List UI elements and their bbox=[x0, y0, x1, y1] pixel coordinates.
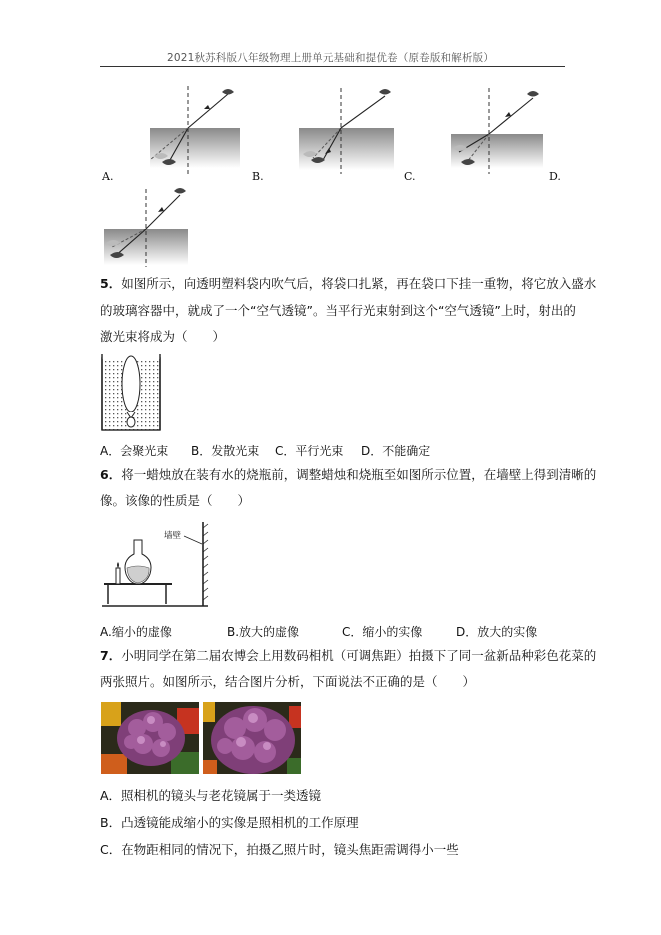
header-rule bbox=[100, 66, 565, 67]
q4-figure-d bbox=[100, 185, 190, 270]
q4-label-b: B. bbox=[252, 170, 264, 183]
q7-photo-a bbox=[101, 702, 199, 774]
q6-figure-candle-flask bbox=[100, 520, 212, 608]
q5-option-c: C．平行光束 bbox=[275, 444, 344, 458]
q5-line-2: 的玻璃容器中，就成了一个“空气透镜”。当平行光束射到这个“空气透镜”上时，射出的 bbox=[100, 303, 576, 318]
q7-option-a: A．照相机的镜头与老花镜属于一类透镜 bbox=[100, 788, 322, 803]
q6-number: 6． bbox=[100, 467, 122, 482]
q6-line-2: 像。该像的性质是（ ） bbox=[100, 493, 251, 508]
q4-label-a: A. bbox=[102, 170, 114, 183]
q5-line-3: 激光束将成为（ ） bbox=[100, 329, 226, 344]
q6-option-c: C．缩小的实像 bbox=[342, 625, 423, 639]
q5-option-a: A．会聚光束 bbox=[100, 444, 169, 458]
q6-text-1: 将一蜡烛放在装有水的烧瓶前，调整蜡烛和烧瓶至如图所示位置，在墙壁上得到清晰的 bbox=[121, 467, 597, 482]
q7-option-b: B．凸透镜能成缩小的实像是照相机的工作原理 bbox=[100, 815, 359, 830]
q4-figure-a bbox=[140, 82, 245, 177]
q6-wall-label: 墙壁 bbox=[164, 531, 182, 541]
q6-line-1 bbox=[100, 467, 596, 483]
q4-figure-b bbox=[293, 86, 398, 176]
q4-figure-c bbox=[447, 86, 547, 176]
q5-figure-air-lens bbox=[100, 352, 162, 432]
q7-line-2: 两张照片。如图所示，结合图片分析，下面说法不正确的是（ ） bbox=[100, 674, 476, 689]
q5-option-d: D．不能确定 bbox=[361, 444, 431, 458]
q7-text-1: 小明同学在第二届农博会上用数码相机（可调焦距）拍摄下了同一盆新品种彩色花菜的 bbox=[121, 648, 597, 663]
q5-number: 5． bbox=[100, 276, 122, 291]
q5-line-1 bbox=[100, 276, 596, 292]
q6-option-b: B.放大的虚像 bbox=[227, 625, 300, 639]
q7-number: 7． bbox=[100, 648, 122, 663]
q6-option-a: A.缩小的虚像 bbox=[100, 625, 172, 639]
q7-line-1 bbox=[100, 648, 596, 664]
q7-option-c: C．在物距相同的情况下，拍摄乙照片时，镜头焦距需调得小一些 bbox=[100, 842, 459, 857]
q4-label-d: D. bbox=[549, 170, 561, 183]
q7-photo-b bbox=[203, 702, 301, 774]
q5-text-1: 如图所示，向透明塑料袋内吹气后，将袋口扎紧，再在袋口下挂一重物，将它放入盛水 bbox=[121, 276, 597, 291]
q5-option-b: B．发散光束 bbox=[191, 444, 260, 458]
q6-option-d: D．放大的实像 bbox=[456, 625, 538, 639]
q4-label-c: C. bbox=[404, 170, 416, 183]
page-header: 2021秋苏科版八年级物理上册单元基础和提优卷（原卷版和解析版） bbox=[166, 52, 495, 64]
